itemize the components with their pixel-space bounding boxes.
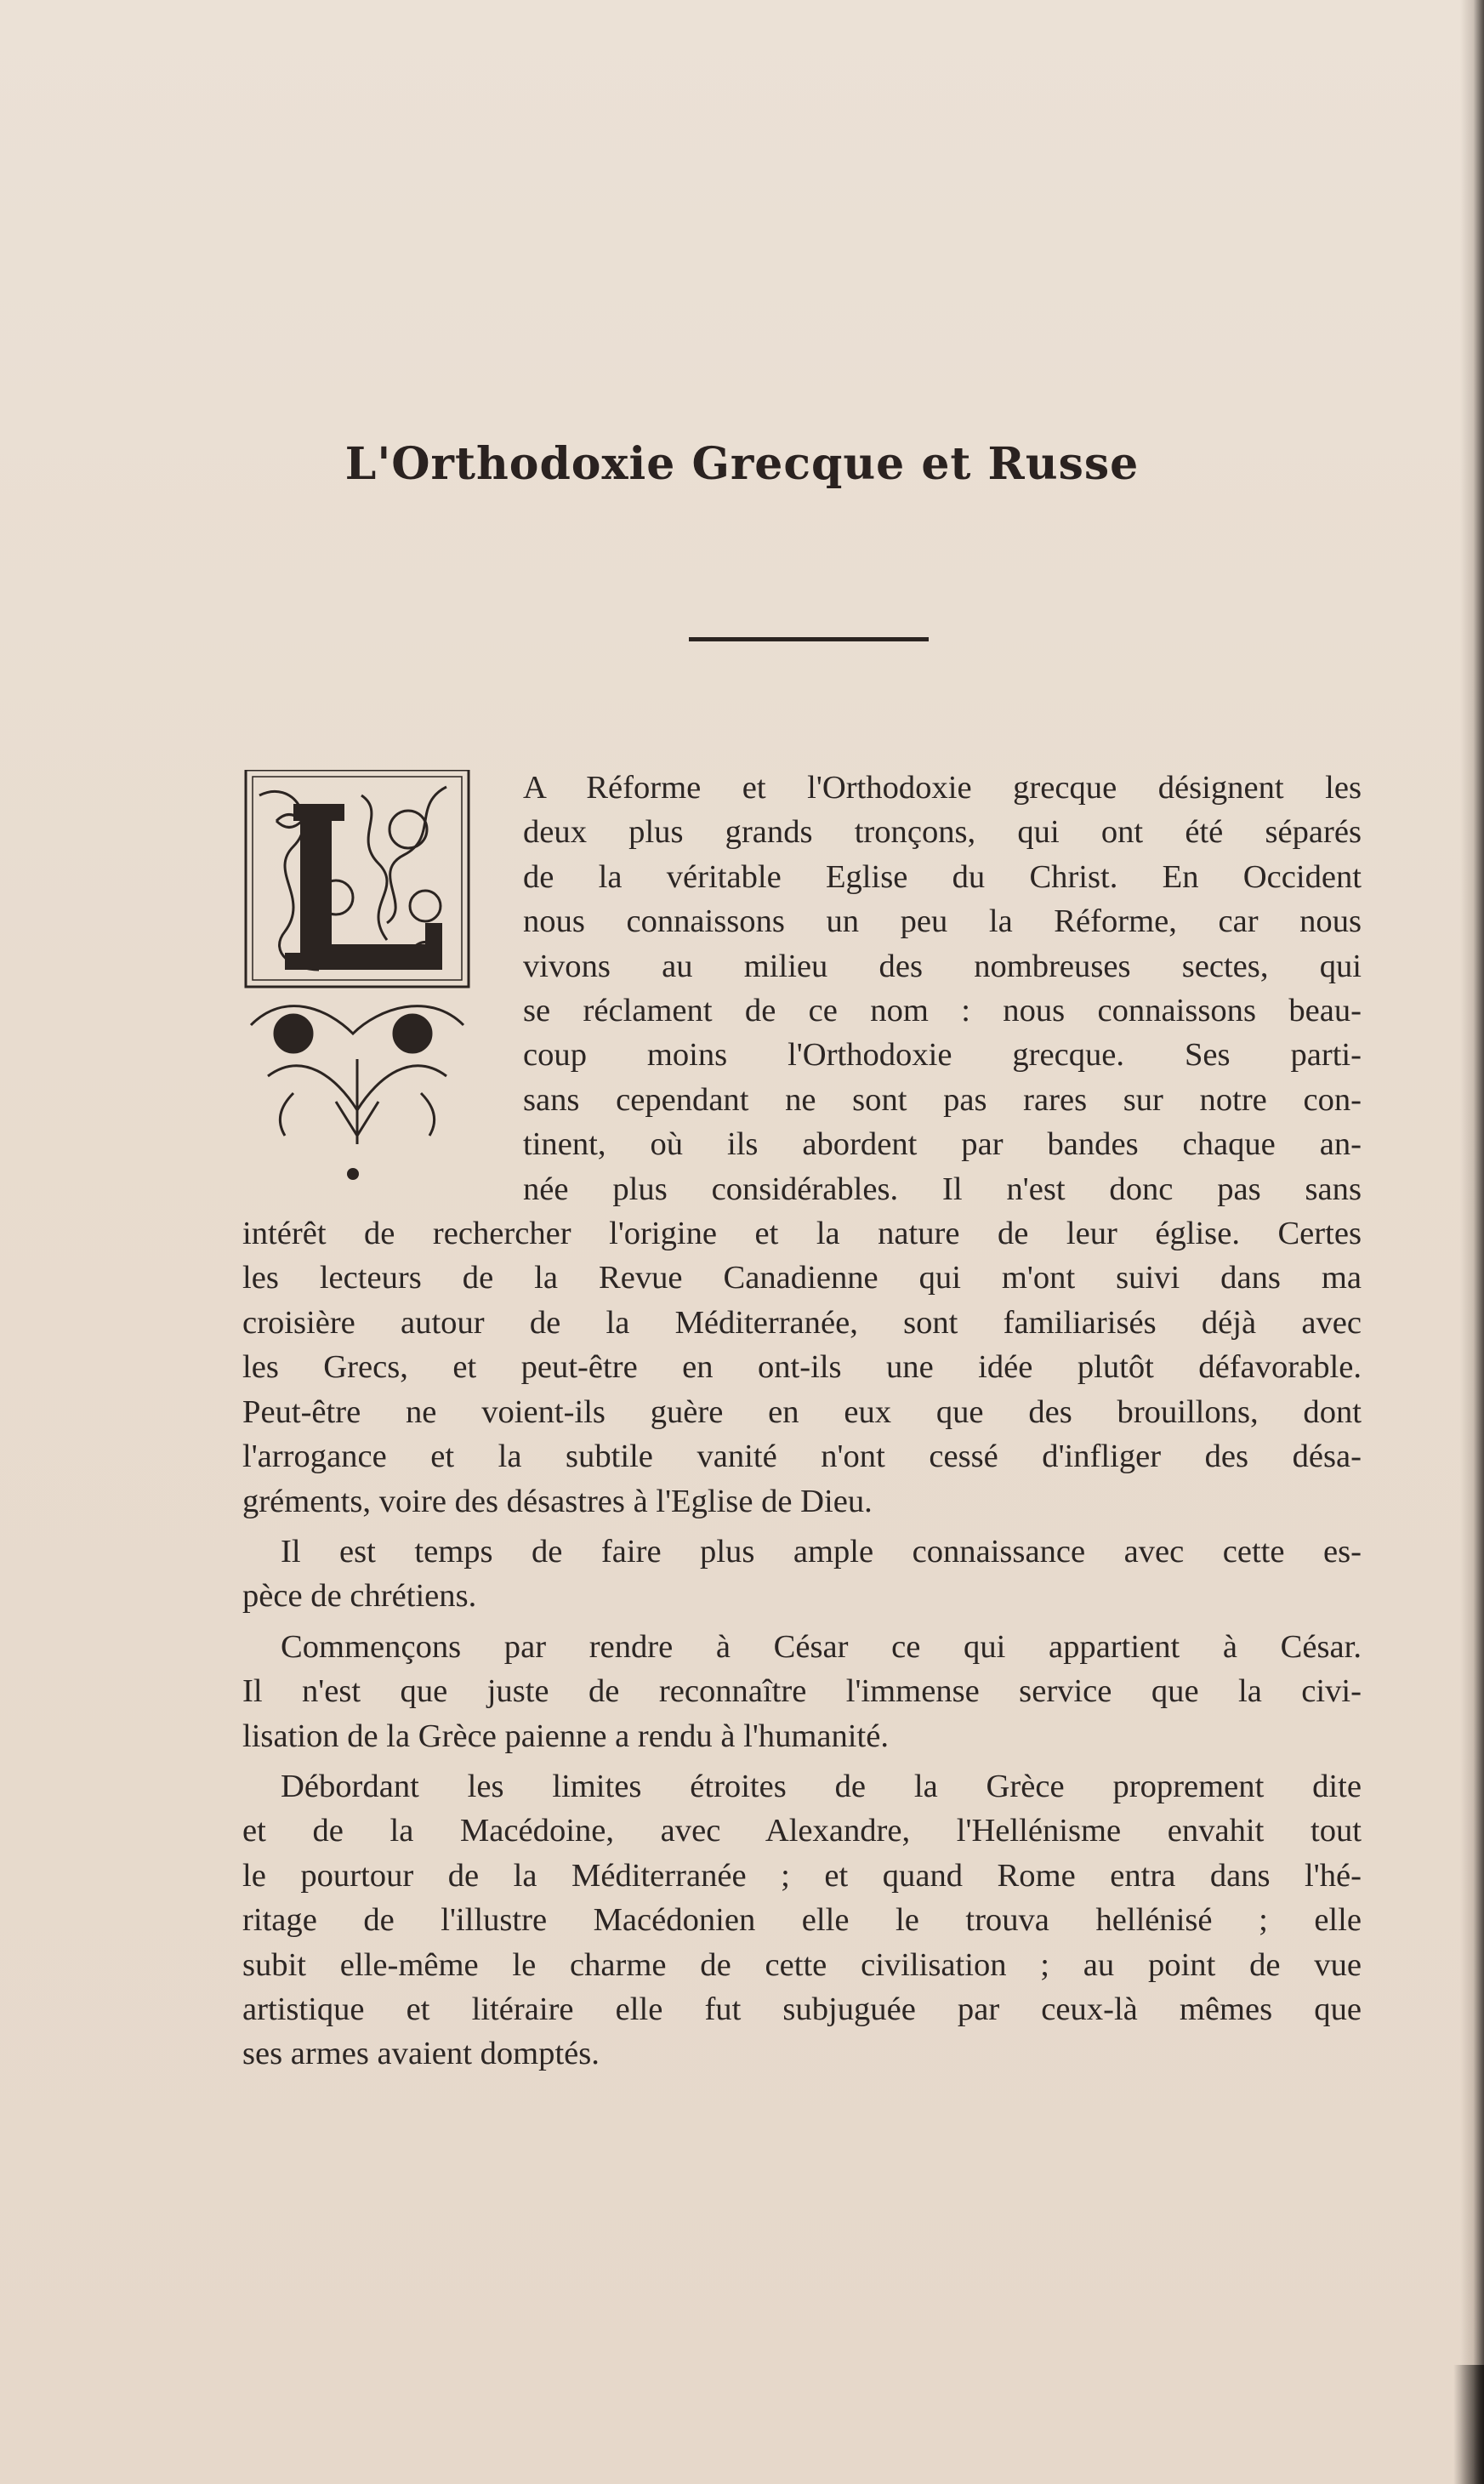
text-line: Débordant les limites étroites de la Grèce proprement dite <box>281 1768 1362 1804</box>
text-line: et de la Macédoine, avec Alexandre, l'Hellénisme envahit tout <box>242 1813 1362 1849</box>
page-corner-shadow <box>1453 2365 1484 2484</box>
paragraph-1 <box>242 766 1362 1524</box>
text-line: Peut-être ne voient-ils guère en eux que des brouillons, dont <box>242 1393 1362 1430</box>
text-line: tinent, où ils abordent par bandes chaque an- <box>523 1126 1362 1163</box>
text-line: lisation de la Grèce paienne a rendu à l'humanité. <box>242 1718 889 1754</box>
text-line: subit elle-même le charme de cette civilisation ; au point de vue <box>242 1946 1362 1983</box>
text-line: coup moins l'Orthodoxie grecque. Ses parti- <box>523 1037 1362 1074</box>
text-line: ses armes avaient domptés. <box>242 2036 600 2072</box>
article-title: L'Orthodoxie Grecque et Russe <box>344 438 1140 490</box>
text-line: A Réforme et l'Orthodoxie grecque désignent les <box>523 770 1362 806</box>
text-line: née plus considérables. Il n'est donc pas sans <box>523 1171 1362 1207</box>
page-edge-shadow <box>1460 0 1484 2484</box>
text-line: les Grecs, et peut-être en ont-ils une idée plutôt défavorable. <box>242 1349 1362 1386</box>
paragraph-1-indented-lines <box>242 766 1362 1211</box>
text-line: ritage de l'illustre Macédonien elle le trouva hellénisé ; elle <box>242 1902 1362 1939</box>
text-line: Commençons par rendre à César ce qui appartient à César. <box>281 1628 1362 1665</box>
text-line: le pourtour de la Méditerranée ; et quand Rome entra dans l'hé- <box>242 1857 1362 1894</box>
text-line: sans cependant ne sont pas rares sur notre con- <box>523 1081 1362 1118</box>
text-line: de la véritable Eglise du Christ. En Occident <box>523 858 1362 895</box>
text-line: pèce de chrétiens. <box>242 1578 477 1615</box>
text-line: les lecteurs de la Revue Canadienne qui m'ont suivi dans ma <box>242 1260 1362 1296</box>
text-line: artistique et litéraire elle fut subjuguée par ceux-là mêmes que <box>242 1991 1362 2027</box>
article-body <box>242 766 1362 2077</box>
text-line: intérêt de rechercher l'origine et la nature de leur église. Certes <box>242 1216 1362 1252</box>
text-line: l'arrogance et la subtile vanité n'ont cessé d'infliger des désa- <box>242 1439 1362 1475</box>
text-line: croisière autour de la Méditerranée, sont familiarisés déjà avec <box>242 1304 1362 1341</box>
text-line: deux plus grands tronçons, qui ont été séparés <box>523 814 1362 851</box>
paragraph-4 <box>242 1764 1362 2077</box>
text-line: Il est temps de faire plus ample connaissance avec cette es- <box>281 1533 1362 1570</box>
paragraph-2 <box>242 1530 1362 1619</box>
text-line: Il n'est que juste de reconnaître l'immense service que la civi- <box>242 1673 1362 1710</box>
text-line: gréments, voire des désastres à l'Eglise de Dieu. <box>242 1483 873 1519</box>
text-line: nous connaissons un peu la Réforme, car nous <box>523 903 1362 940</box>
text-line: vivons au milieu des nombreuses sectes, qui <box>523 948 1362 984</box>
title-rule <box>689 637 929 641</box>
paragraph-3 <box>242 1625 1362 1758</box>
text-line: se réclament de ce nom : nous connaissons beau- <box>523 993 1362 1029</box>
